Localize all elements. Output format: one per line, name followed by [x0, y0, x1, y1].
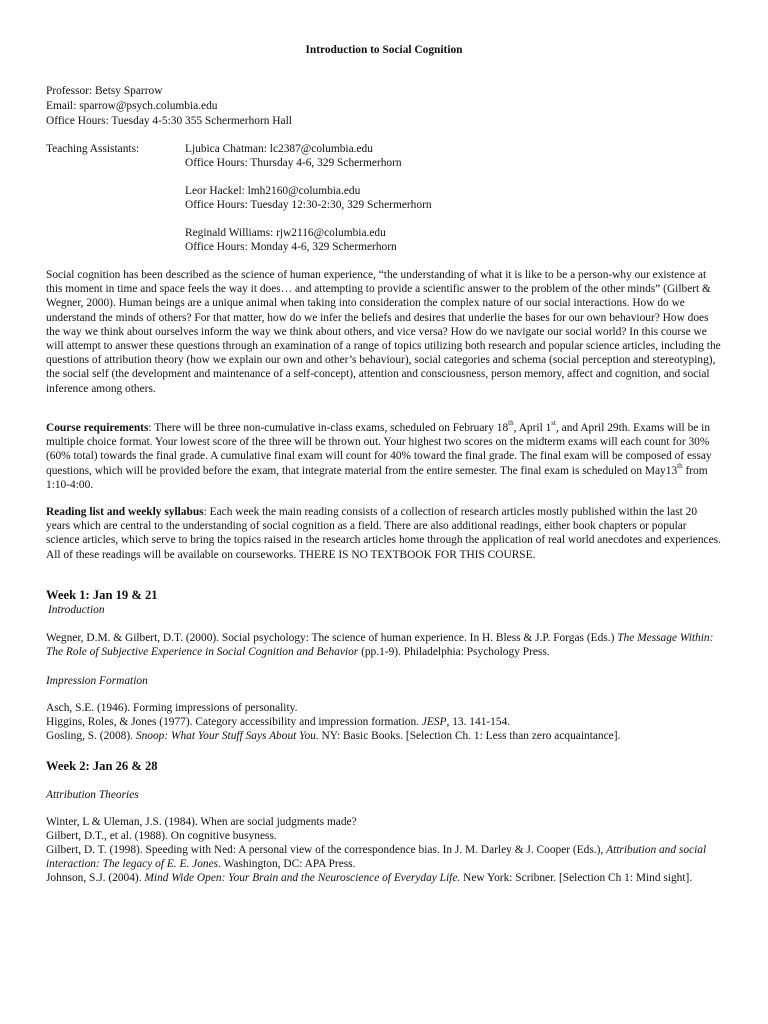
ta-2-contact: Leor Hackel: lmh2160@columbia.edu: [185, 185, 361, 197]
week-2-reference-1: Winter, L & Uleman, J.S. (1984). When are social judgments made?: [46, 816, 357, 828]
ref-text: (pp.1-9). Philadelphia: Psychology Press.: [358, 646, 550, 659]
reading-list-paragraph: [46, 505, 722, 562]
document-title: Introduction to Social Cognition: [305, 44, 463, 56]
professor-office-hours: Office Hours: Tuesday 4-5:30 355 Schermerhorn Hall: [46, 115, 292, 127]
reading-list-label: Reading list and weekly syllabus: [46, 506, 204, 518]
ref-title: JESP: [421, 716, 447, 728]
ref-text: New York: Scribner. [Selection Ch 1: Mind sight].: [460, 872, 693, 884]
ref-title: The Message Within: The Role of Subjective Experience in Social Cognition and Behavior: [46, 632, 714, 659]
ta-1-hours: Office Hours: Thursday 4-6, 329 Schermerhorn: [185, 157, 402, 169]
ref-text: Higgins, Roles, & Jones (1977). Category accessibility and impression formation.: [46, 716, 422, 728]
course-requirements-label: Course requirements: [46, 422, 149, 434]
intro-paragraph: Social cognition has been described as the science of human experience, “the understanding of what it is like to be a person-why our existence at this moment in time and space feels the way it does… and attempting to provide a scientific answer to the problem of the other minds” (Gilbert & Wegner, 2000). Human beings are a unique animal when taking into consideration the complex nature of our social interactions. How do we understand the minds of others? For that matter, how do we infer the beliefs and desires that underlie the bases for our own behaviour? How does the way we think about ourselves inform the way we think about others, and vice versa? How do we navigate our social world? In this course we will attempt to answer these questions through an examination of a range of topics utilizing both research and popular science articles, including the questions of attribution theory (how we explain our own and other’s behaviour), social categories and schema (social perception and stereotyping), the social self (the development and maintenance of a self-concept), attention and consciousness, person memory, affect and cognition, and social inference among others.: [46, 269, 721, 395]
week-1-reference-4: [46, 729, 722, 743]
week-1-subtopic-introduction: Introduction: [48, 604, 105, 616]
week-1-heading: Week 1: Jan 19 & 21: [46, 588, 158, 602]
course-req-sup-3: th: [677, 461, 683, 470]
course-requirements-paragraph: [46, 421, 722, 492]
ta-label: Teaching Assistants:: [46, 143, 140, 155]
week-1-reference-2: Asch, S.E. (1946). Forming impressions of personality.: [46, 702, 298, 714]
course-req-sup-2: st: [551, 419, 556, 428]
ref-text: Gosling, S. (2008).: [46, 730, 136, 742]
ref-text: Wegner, D.M. & Gilbert, D.T. (2000). Social psychology: The science of human experience. In H. Bless & J.P. Forgas (Eds.): [46, 632, 618, 644]
week-1-subtopic-impression-formation: Impression Formation: [46, 675, 148, 687]
course-req-text-2: , April 1: [513, 422, 552, 434]
course-req-text-1: : There will be three non-cumulative in-class exams, scheduled on February 18: [148, 422, 509, 434]
week-2-heading: Week 2: Jan 26 & 28: [46, 759, 158, 773]
week-1-reference-3: [46, 715, 722, 729]
reading-list-text: : Each week the main reading consists of a collection of research articles mostly published within the last 20 years which are central to the understanding of social cognition as a field. There are also additional readings, either book chapters or popular science articles, which serve to bring the topics raised in the research articles home through the application of real world anecdotes and experiences. All of these readings will be available on courseworks. THERE IS NO TEXTBOOK FOR THIS COURSE.: [46, 506, 721, 561]
ref-title: Snoop: What Your Stuff Says About You.: [135, 730, 319, 742]
ta-1-contact: Ljubica Chatman: lc2387@columbia.edu: [185, 143, 373, 155]
course-req-text-4: from 1:10-4:00.: [46, 464, 708, 491]
professor-name: Professor: Betsy Sparrow: [46, 85, 163, 97]
week-1-reference-1: [46, 631, 722, 659]
week-2-reference-2: Gilbert, D.T., et al. (1988). On cognitive busyness.: [46, 830, 277, 842]
course-req-text-3: , and April 29th. Exams will be in multiple choice format. Your lowest score of the three will be thrown out. Your highest two scores on the midterm exams will each count for 30% (60% total) towards the final grade. A cumulative final exam will count for 40% toward the final grade. The final exam will be composed of essay questions, which will be provided before the exam, that integrate material from the entire semester. The final exam is scheduled on May13: [46, 422, 712, 477]
ref-text: Johnson, S.J. (2004).: [46, 872, 145, 884]
ref-text: NY: Basic Books. [Selection Ch. 1: Less than zero acquaintance].: [318, 730, 621, 742]
ref-text: Gilbert, D. T. (1998). Speeding with Ned: A personal view of the correspondence bias. In J. M. Darley & J. Cooper (Eds.),: [46, 844, 607, 856]
ref-title: Mind Wide Open: Your Brain and the Neuroscience of Everyday Life.: [144, 872, 461, 884]
professor-email: Email: sparrow@psych.columbia.edu: [46, 100, 218, 112]
ta-3-hours: Office Hours: Monday 4-6, 329 Schermerhorn: [185, 241, 397, 253]
ref-title: Attribution and social interaction: The legacy of E. E. Jones: [46, 844, 707, 871]
week-2-subtopic-attribution-theories: Attribution Theories: [46, 789, 139, 801]
ref-text: , 13. 141-154.: [446, 716, 511, 728]
course-req-sup-1: th: [508, 419, 514, 428]
week-2-reference-4: [46, 871, 722, 885]
ta-2-hours: Office Hours: Tuesday 12:30-2:30, 329 Schermerhorn: [185, 199, 432, 211]
ref-text: . Washington, DC: APA Press.: [218, 858, 356, 871]
ta-3-contact: Reginald Williams: rjw2116@columbia.edu: [185, 227, 386, 239]
week-2-reference-3: [46, 843, 722, 871]
